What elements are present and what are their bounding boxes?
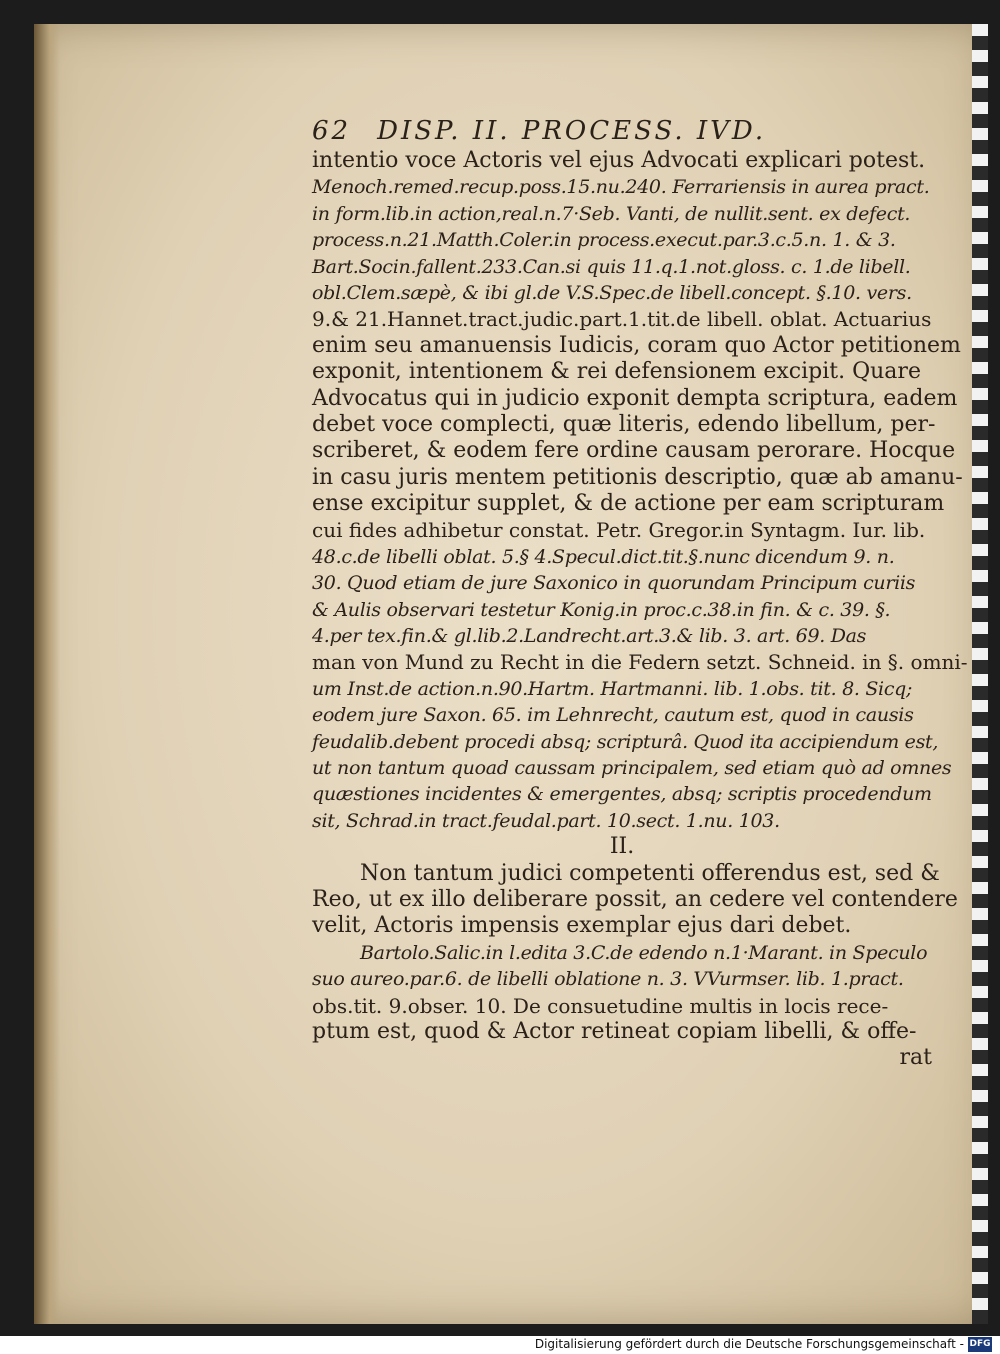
text-line: in casu juris mentem petitionis descriptio, quæ ab amanu- xyxy=(312,464,963,490)
text-line: debet voce complecti, quæ literis, edendo libellum, per- xyxy=(312,411,936,437)
text-line: sit, Schrad.in tract.feudal.part. 10.sect. 1.nu. 103. xyxy=(312,809,780,832)
text-line: obl.Clem.sæpè, & ibi gl.de V.S.Spec.de libell.concept. §.10. vers. xyxy=(312,281,912,304)
text-line: 30. Quod etiam de jure Saxonico in quorundam Principum curiis xyxy=(312,572,916,595)
text-line: quæstiones incidentes & emergentes, absq; scriptis procedendum xyxy=(312,783,932,806)
text-line: 9.& 21.Hannet.tract.judic.part.1.tit.de libell. oblat. Actuarius xyxy=(312,307,932,332)
text-line: obs.tit. 9.obser. 10. De consuetudine multis in locis rece- xyxy=(312,993,889,1018)
text-line: in form.lib.in action,real.n.7·Seb. Vanti, de nullit.sent. ex defect. xyxy=(312,202,911,225)
text-line: eodem jure Saxon. 65. im Lehnrecht, cautum est, quod in causis xyxy=(312,704,914,727)
funding-credit: Digitalisierung gefördert durch die Deutsche Forschungsgemeinschaft - xyxy=(534,1337,964,1351)
text-line: 4.per tex.fin.& gl.lib.2.Landrecht.art.3.& lib. 3. art. 69. Das xyxy=(312,625,867,648)
text-line: suo aureo.par.6. de libelli oblatione n. 3. VVurmser. lib. 1.pract. xyxy=(312,968,904,991)
text-line: exponit, intentionem & rei defensionem excipit. Quare xyxy=(312,359,921,385)
text-line: Non tantum judici competenti offerendus est, sed & xyxy=(360,860,940,886)
footer-bar xyxy=(0,1336,1000,1354)
text-line: Menoch.remed.recup.poss.15.nu.240. Ferrariensis in aurea pract. xyxy=(312,176,930,199)
text-line: rat xyxy=(899,1045,932,1071)
dfg-logo: DFG xyxy=(968,1337,992,1352)
text-line: ense excipitur supplet, & de actione per eam scripturam xyxy=(312,491,945,517)
text-line: intentio voce Actoris vel ejus Advocati explicari potest. xyxy=(312,148,926,173)
text-line: 48.c.de libelli oblat. 5.§ 4.Specul.dict.tit.§.nunc dicendum 9. n. xyxy=(312,545,895,568)
text-line: feudalib.debent procedi absq; scripturâ. Quod ita accipiendum est, xyxy=(312,730,939,753)
text-line: um Inst.de action.n.90.Hartm. Hartmanni. lib. 1.obs. tit. 8. Sicq; xyxy=(312,677,913,700)
text-line: Advocatus qui in judicio exponit dempta scriptura, eadem xyxy=(312,385,958,411)
running-title: DISP. II. PROCESS. IVD. xyxy=(377,116,767,146)
text-line: scriberet, & eodem fere ordine causam perorare. Hocque xyxy=(312,438,956,464)
book-spine-shadow xyxy=(34,24,60,1324)
text-line: Bartolo.Salic.in l.edita 3.C.de edendo n.1·Marant. in Speculo xyxy=(360,941,928,964)
text-line: ptum est, quod & Actor retineat copiam libelli, & offe- xyxy=(312,1018,917,1044)
page-header xyxy=(312,116,832,146)
scan-ruler xyxy=(972,24,988,1324)
text-line: II. xyxy=(609,834,635,860)
body-text xyxy=(312,148,968,1072)
text-line: process.n.21.Matth.Coler.in process.execut.par.3.c.5.n. 1. & 3. xyxy=(312,229,896,252)
text-line: ut non tantum quoad caussam principalem, sed etiam quò ad omnes xyxy=(312,756,952,779)
text-line: cui fides adhibetur constat. Petr. Gregor.in Syntagm. Iur. lib. xyxy=(312,518,926,543)
text-line: Reo, ut ex illo deliberare possit, an cedere vel contendere xyxy=(312,886,958,912)
text-line: velit, Actoris impensis exemplar ejus dari debet. xyxy=(312,913,852,939)
text-line: & Aulis observari testetur Konig.in proc.c.38.in fin. & c. 39. §. xyxy=(312,598,891,621)
page-number: 62 xyxy=(312,116,352,146)
text-line: Bart.Socin.fallent.233.Can.si quis 11.q.1.not.gloss. c. 1.de libell. xyxy=(312,255,911,278)
text-line: man von Mund zu Recht in die Federn setzt. Schneid. in §. omni- xyxy=(312,650,968,675)
text-line: enim seu amanuensis Iudicis, coram quo Actor petitionem xyxy=(312,332,961,358)
